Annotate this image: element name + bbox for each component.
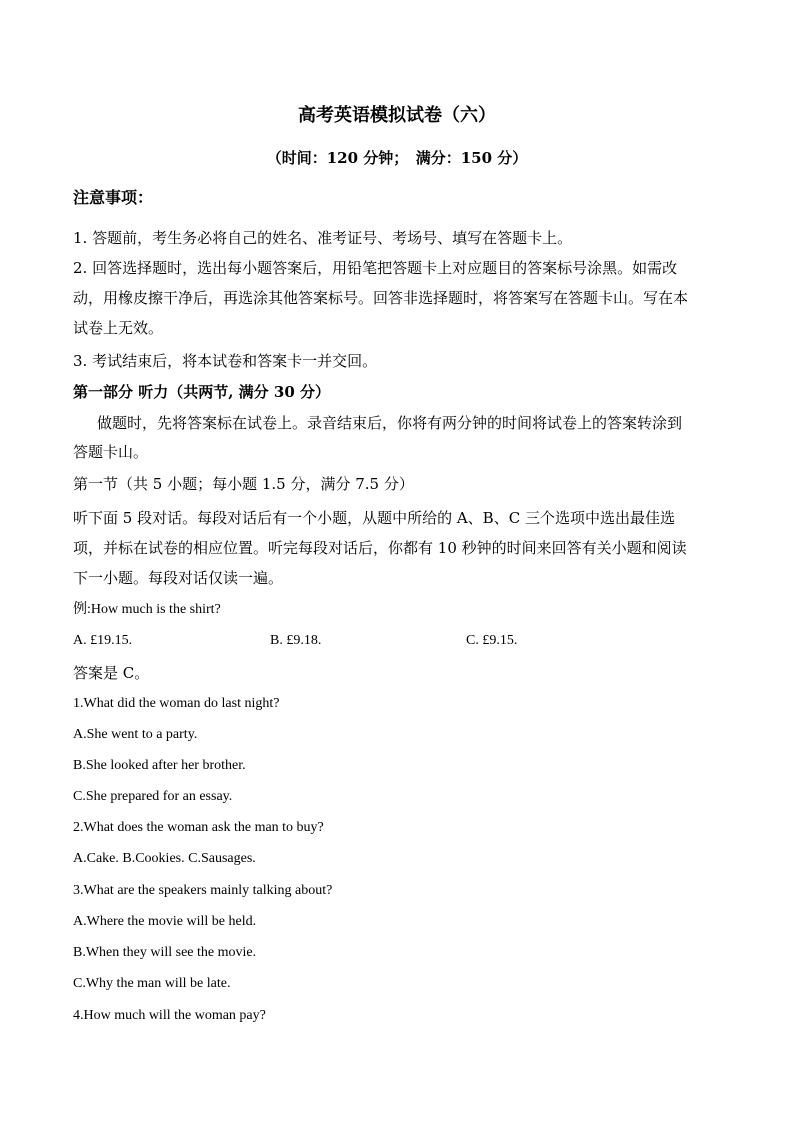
page-title: 高考英语模拟试卷（六） — [298, 105, 496, 126]
part1-heading: 第一部分 听力（共两节, 满分 30 分） — [73, 383, 330, 401]
part1-instruction-2: 答题卡山。 — [73, 443, 149, 461]
question-1: 1.What did the woman do last night? — [73, 696, 280, 711]
section1-instruction-3: 下一小题。每段对话仅读一遍。 — [73, 569, 284, 587]
question-1-option-a: A.She went to a party. — [73, 727, 198, 742]
part1-instruction-1: 做题时，先将答案标在试卷上。录音结束后，你将有两分钟的时间将试卷上的答案转涂到 — [97, 414, 683, 432]
question-3-option-b: B.When they will see the movie. — [73, 945, 257, 960]
section1-heading: 第一节（共 5 小题；每小题 1.5 分，满分 7.5 分） — [73, 475, 414, 493]
example-option-c: C. £9.15. — [466, 633, 518, 648]
section1-instruction-2: 项，并标在试卷的相应位置。听完每段对话后，你都有 10 秒钟的时间来回答有关小题和阅读 — [73, 539, 687, 557]
question-3: 3.What are the speakers mainly talking about? — [73, 883, 333, 898]
example-question: 例:How much is the shirt? — [73, 602, 221, 617]
question-1-option-c: C.She prepared for an essay. — [73, 789, 233, 804]
page-subtitle: （时间：120 分钟； 满分：150 分） — [266, 149, 528, 167]
notice-item-1: 1. 答题前，考生务必将自己的姓名、准考证号、考场号、填写在答题卡上。 — [73, 229, 573, 247]
question-4: 4.How much will the woman pay? — [73, 1008, 266, 1023]
question-3-option-a: A.Where the movie will be held. — [73, 914, 257, 929]
example-option-a: A. £19.15. — [73, 633, 133, 648]
notice-item-2: 2. 回答选择题时，选出每小题答案后，用铅笔把答题卡上对应题目的答案标号涂黑。如需改 — [73, 259, 678, 277]
example-answer: 答案是 C。 — [73, 664, 150, 682]
notice-item-2-cont2: 试卷上无效。 — [73, 319, 164, 337]
question-3-option-c: C.Why the man will be late. — [73, 976, 231, 991]
example-option-b: B. £9.18. — [270, 633, 322, 648]
notice-item-2-cont: 动，用橡皮擦干净后，再选涂其他答案标号。回答非选择题时，将答案写在答题卡山。写在本 — [73, 289, 689, 307]
section1-instruction-1: 听下面 5 段对话。每段对话后有一个小题，从题中所给的 A、B、C 三个选项中选出最佳选 — [73, 509, 675, 527]
question-2-options: A.Cake. B.Cookies. C.Sausages. — [73, 851, 256, 866]
notice-item-3: 3. 考试结束后，将本试卷和答案卡一并交回。 — [73, 352, 378, 370]
question-2: 2.What does the woman ask the man to buy? — [73, 820, 324, 835]
notice-heading: 注意事项： — [73, 188, 154, 207]
question-1-option-b: B.She looked after her brother. — [73, 758, 246, 773]
